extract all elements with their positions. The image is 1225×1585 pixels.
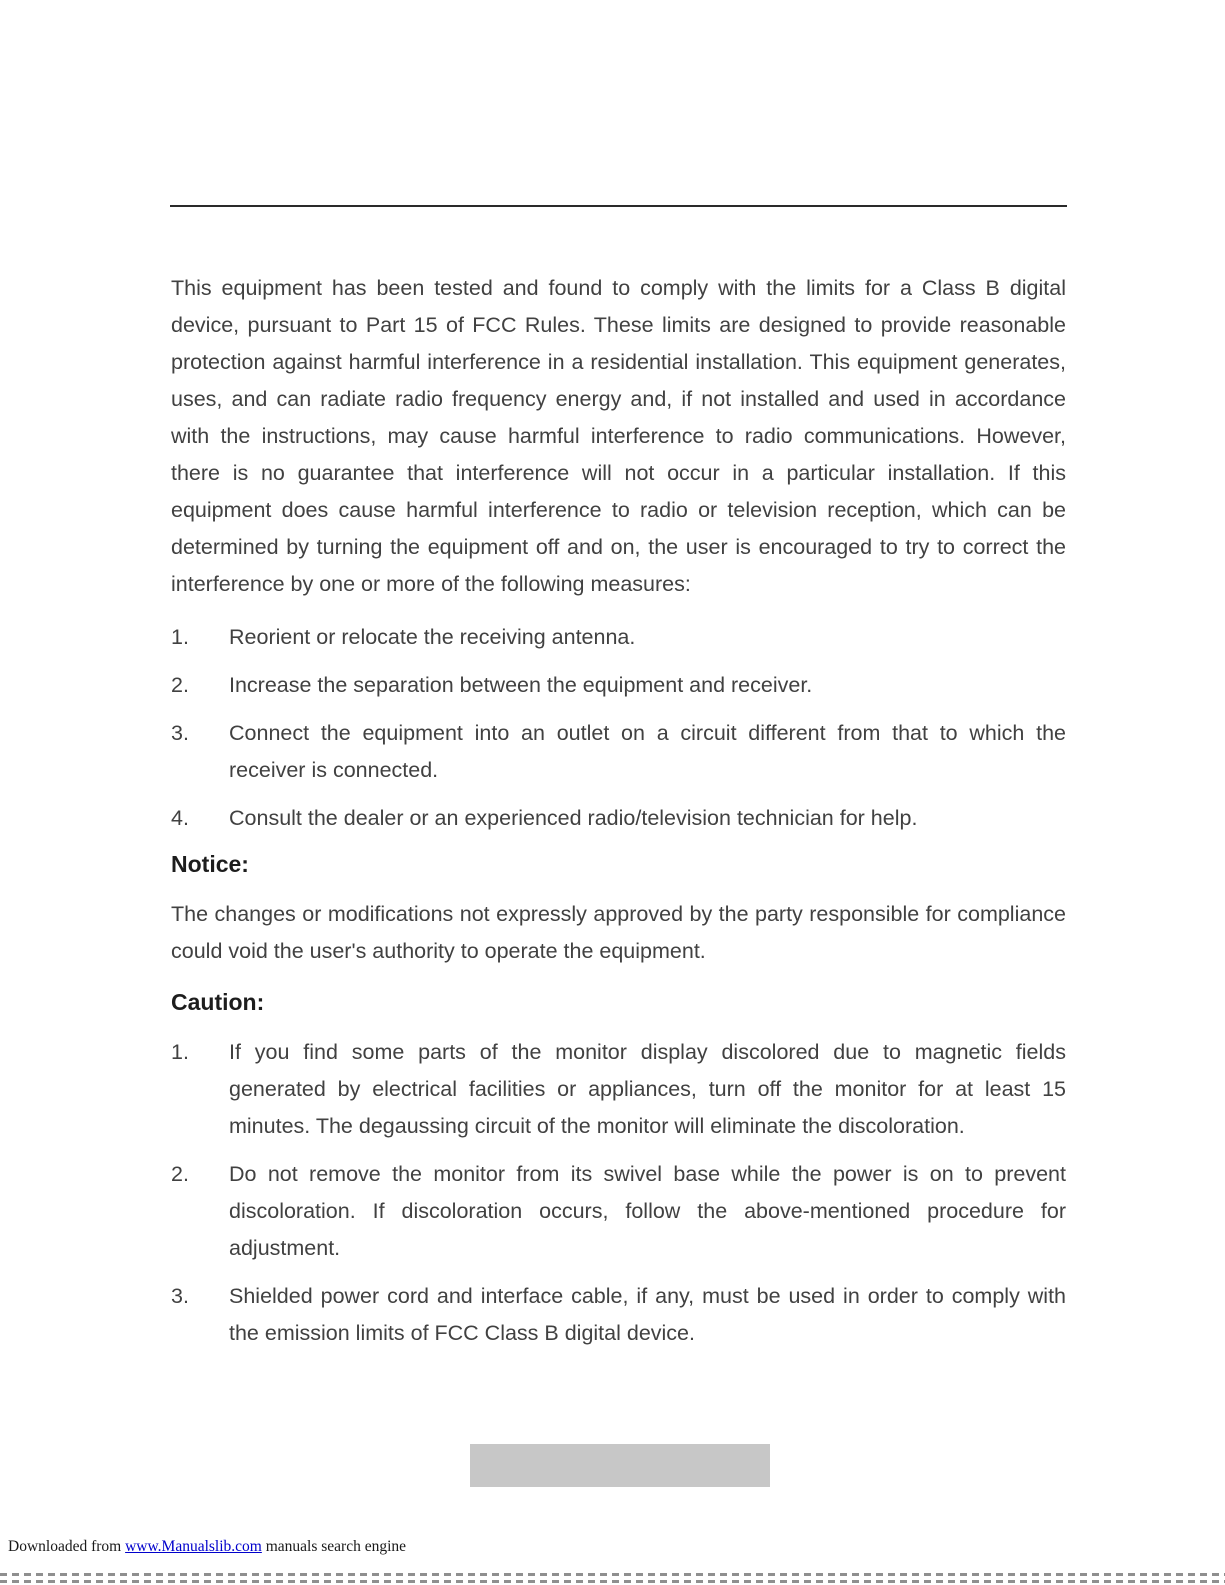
caution-heading: Caution: [171,989,265,1015]
notice-heading: Notice: [171,851,249,877]
page-edge-dashes [0,1573,1225,1576]
list-item [171,1278,1066,1352]
fcc-measures-list [171,619,1066,837]
item-text: Reorient or relocate the receiving antenna. [229,625,636,649]
fcc-intro-paragraph: This equipment has been tested and found to comply with the limits for a Class B digital device, pursuant to Part 15 of FCC Rules. These limits are designed to provide reasonable protection against harmful interference in a residential installation. This equipment generates, uses, and can radiate radio frequency energy and, if not installed and used in accordance with the instructions, may cause harmful interference to radio communications. However, there is no guarantee that interference will not occur in a particular installation. If this equipment does cause harmful interference to radio or television reception, which can be determined by turning the equipment off and on, the user is encouraged to try to correct the interference by one or more of the following measures: [171,276,1066,596]
footer [8,1538,406,1556]
caution-list [171,1034,1066,1352]
top-horizontal-rule [170,205,1067,207]
page-number-placeholder [470,1444,770,1487]
item-number: 2. [171,1162,189,1186]
footer-suffix-text: manuals search engine [261,1538,407,1555]
list-item [171,667,1066,704]
item-number: 3. [171,721,189,745]
item-number: 3. [171,1284,189,1308]
notice-paragraph: The changes or modifications not expressly approved by the party responsible for compliance could void the user's authority to operate the equipment. [171,902,1066,963]
list-item [171,715,1066,789]
item-number: 4. [171,806,189,830]
page-edge-dashes [0,1580,1225,1583]
list-item [171,619,1066,656]
item-text: Consult the dealer or an experienced radio/television technician for help. [229,806,918,830]
item-text: Do not remove the monitor from its swivel base while the power is on to prevent discoloration. If discoloration occurs, follow the above-mentioned procedure for adjustment. [229,1162,1066,1260]
footer-prefix-text: Downloaded from [8,1538,126,1555]
item-text: Shielded power cord and interface cable, if any, must be used in order to comply with the emission limits of FCC Class B digital device. [229,1284,1066,1345]
item-number: 1. [171,1040,189,1064]
item-number: 2. [171,673,189,697]
list-item [171,1034,1066,1145]
item-text: Increase the separation between the equipment and receiver. [229,673,813,697]
page-content [171,270,1066,1363]
manualslib-link[interactable]: www.Manualslib.com [125,1538,262,1555]
list-item [171,800,1066,837]
item-number: 1. [171,625,189,649]
list-item [171,1156,1066,1267]
item-text: Connect the equipment into an outlet on a circuit different from that to which the receiver is connected. [229,721,1066,782]
item-text: If you find some parts of the monitor display discolored due to magnetic fields generated by electrical facilities or appliances, turn off the monitor for at least 15 minutes. The degaussing circuit of the monitor will eliminate the discoloration. [229,1040,1066,1138]
